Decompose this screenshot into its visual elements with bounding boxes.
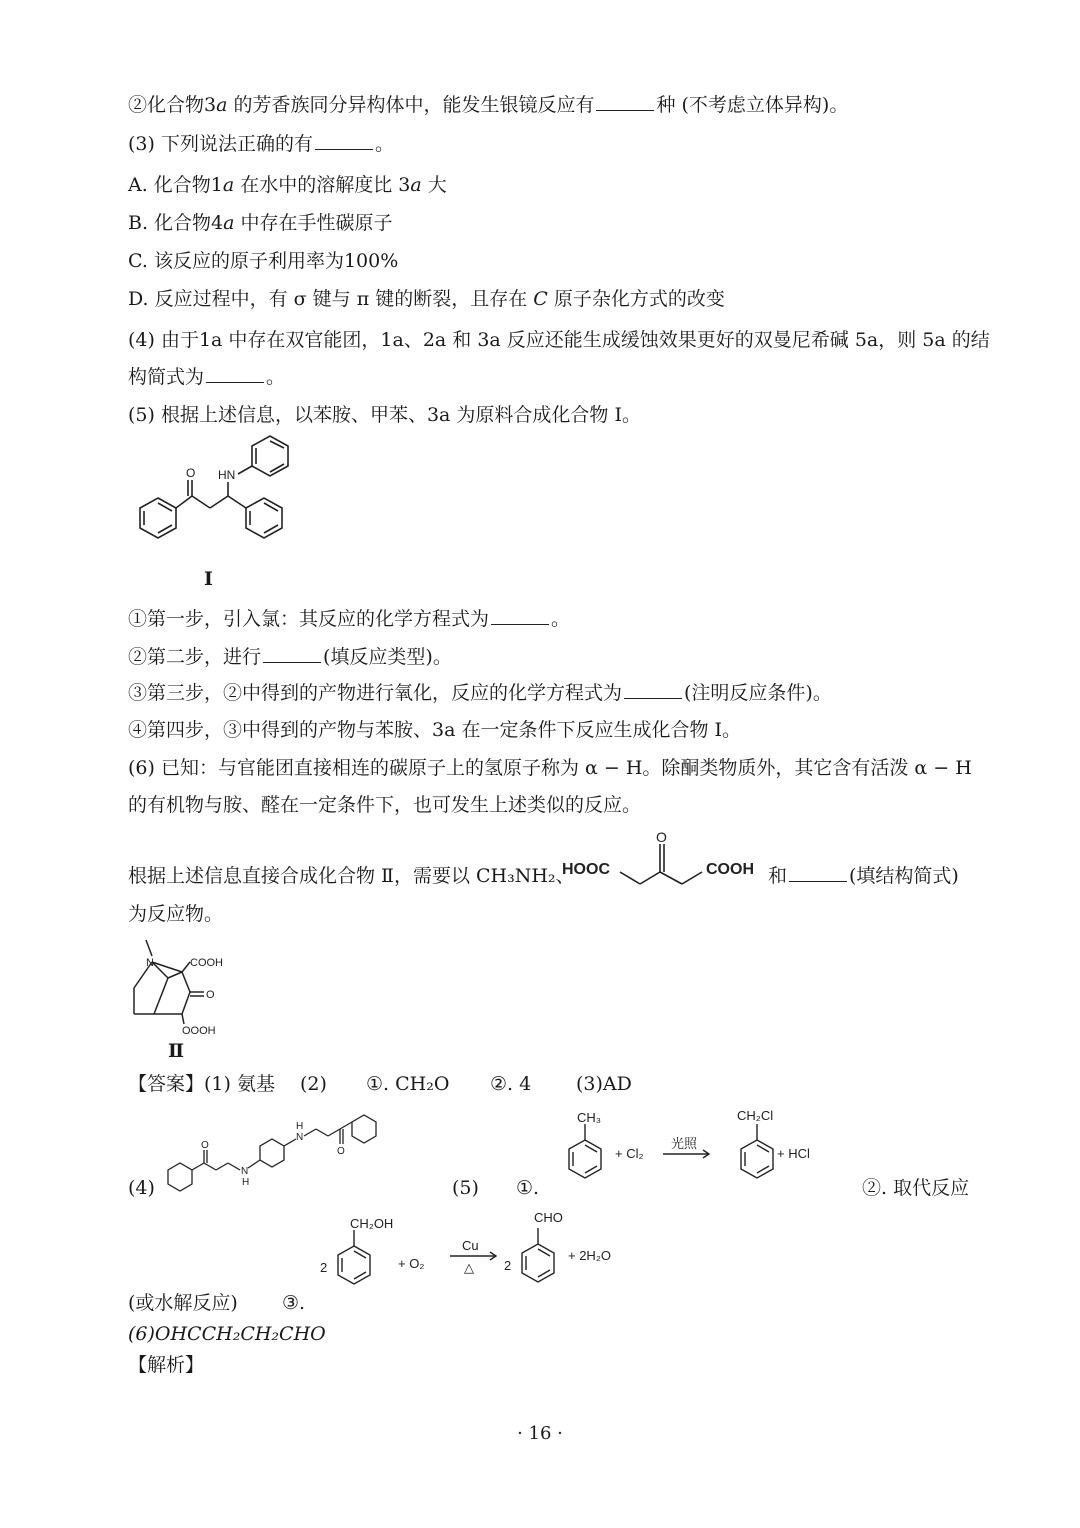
compound-ii-label: Ⅱ	[168, 1040, 185, 1062]
q6-line3-pre: 根据上述信息直接合成化合物 Ⅱ，需要以 CH₃NH₂、	[128, 865, 575, 887]
answer-blank	[263, 644, 321, 663]
answer-4-label: (4)	[128, 1177, 155, 1199]
text: ③第三步，②中得到的产物进行氧化，反应的化学方程式为	[128, 682, 623, 704]
oxygen-label: O	[201, 1140, 209, 1151]
cho-label: CHO	[534, 1210, 563, 1225]
q5-step4: ④第四步，③中得到的产物与苯胺、3a 在一定条件下反应生成化合物 Ⅰ。	[128, 719, 742, 741]
answer-5b-tail: (或水解反应)	[128, 1292, 238, 1314]
answer-3: (3)AD	[576, 1073, 632, 1095]
option-b	[128, 210, 393, 236]
cl2-label: + Cl₂	[615, 1146, 644, 1161]
compound-5a-structure	[158, 1108, 408, 1198]
q6-line2: 的有机物与胺、醛在一定条件下，也可发生上述类似的反应。	[128, 794, 642, 816]
question-line	[128, 131, 394, 157]
ch2oh-label: CH₂OH	[350, 1216, 394, 1231]
oxygen-label: O	[337, 1146, 345, 1157]
text: 中存在手性碳原子	[234, 212, 393, 234]
option-d	[128, 286, 725, 312]
light-condition: 光照	[671, 1136, 698, 1151]
nitrogen-label: N	[146, 957, 154, 969]
answer-5a-label: ①.	[516, 1177, 540, 1199]
text: (注明反应条件)。	[684, 682, 832, 704]
var: C	[533, 288, 548, 310]
text: (填结构简式)	[849, 865, 959, 887]
var: a	[410, 174, 422, 196]
answer-5-label: (5)	[452, 1177, 479, 1199]
var: a	[223, 212, 235, 234]
option-c	[128, 248, 398, 274]
q6-line1: (6) 已知：与官能团直接相连的碳原子上的氢原子称为 α − H。除酮类物质外，其它含有活泼 α − H	[128, 757, 972, 779]
answer-5c: ③.	[282, 1292, 306, 1314]
oxygen-label: O	[656, 829, 667, 845]
text: 大	[421, 174, 447, 196]
h2o-label: + 2H₂O	[568, 1248, 611, 1263]
text: 构简式为	[128, 366, 205, 388]
reaction-chlorination	[555, 1106, 835, 1196]
text: ①第一步，引入氯：其反应的化学方程式为	[128, 608, 490, 630]
q4-line1: (4) 由于1a 中存在双官能团，1a、2a 和 3a 反应还能生成缓蚀效果更好的双曼尼希碱 5a，则 5a 的结	[128, 329, 990, 351]
compound-ii-structure	[128, 938, 238, 1038]
text: 和	[768, 865, 788, 887]
hydrogen-label: H	[242, 1177, 250, 1188]
hydrogen-label: H	[296, 1121, 304, 1132]
nitrogen-label: N	[296, 1132, 304, 1143]
answer-head-line	[128, 1071, 275, 1097]
answer-blank	[491, 606, 549, 625]
question-line	[128, 92, 848, 118]
heat-condition: △	[464, 1260, 474, 1275]
reaction-oxidation	[318, 1208, 638, 1308]
hcl-label: + HCl	[777, 1146, 810, 1161]
text: (填反应类型)。	[323, 646, 452, 668]
cu-condition: Cu	[462, 1238, 479, 1253]
answer-blank	[206, 364, 264, 383]
answer-blank	[315, 131, 373, 150]
answer-blank	[624, 680, 682, 699]
acetonedicarboxylic-acid-structure	[560, 828, 770, 894]
answer-2b: ②. 4	[490, 1073, 532, 1095]
answer-2: (2)	[300, 1073, 327, 1095]
answer-2a: ①. CH₂O	[366, 1073, 450, 1095]
q5-step1	[128, 606, 570, 632]
cooh-top-label: COOH	[190, 957, 223, 969]
text: 【答案】(1) 氨基	[128, 1073, 275, 1095]
text: 原子杂化方式的改变	[547, 288, 725, 310]
text: ②化合物3	[128, 94, 217, 116]
nitrogen-label: N	[241, 1166, 249, 1177]
ch2cl-label: CH₂Cl	[737, 1108, 774, 1123]
cooh-bottom-label: OOOH	[182, 1025, 216, 1037]
option-a	[128, 172, 447, 198]
page-number: · 16 ·	[517, 1423, 563, 1444]
text: 。	[374, 133, 394, 155]
hooc-label: HOOC	[562, 861, 610, 878]
coefficient: 2	[504, 1258, 512, 1273]
var: a	[222, 174, 235, 196]
q5-step3	[128, 680, 832, 706]
text: B. 化合物4	[128, 212, 224, 234]
answer-5b: ②. 取代反应	[862, 1177, 970, 1199]
var: a	[216, 94, 228, 116]
text: A. 化合物1	[128, 174, 223, 196]
q5-step2	[128, 644, 452, 670]
q5-intro: (5) 根据上述信息，以苯胺、甲苯、3a 为原料合成化合物 Ⅰ。	[128, 404, 641, 426]
oxygen-label: O	[206, 989, 215, 1001]
ch3-label: CH₃	[577, 1110, 602, 1125]
compound-i-label: Ⅰ	[204, 568, 213, 590]
coefficient: 2	[320, 1260, 328, 1275]
answer-blank	[596, 92, 654, 111]
oxygen-label: O	[186, 466, 196, 480]
cooh-label: COOH	[706, 861, 754, 878]
text: ②第二步，进行	[128, 646, 262, 668]
text: (3) 下列说法正确的有	[128, 133, 313, 155]
o2-label: + O₂	[398, 1256, 425, 1271]
text: 。	[266, 366, 286, 388]
text: 。	[551, 608, 571, 630]
text: 的芳香族同分异构体中，能发生银镜反应有	[227, 94, 595, 116]
answer-6: (6)OHCCH₂CH₂CHO	[128, 1323, 326, 1345]
text: 在水中的溶解度比 3	[234, 174, 411, 196]
q6-line4: 为反应物。	[128, 903, 224, 925]
analysis-heading: 【解析】	[128, 1354, 205, 1376]
text: 种 (不考虑立体异构)。	[656, 94, 849, 116]
answer-blank	[789, 863, 847, 882]
q4-line2	[128, 364, 285, 390]
compound-i-structure	[128, 434, 298, 594]
text: D. 反应过程中，有 σ 键与 π 键的断裂，且存在	[128, 288, 534, 310]
text: C. 该反应的原子利用率为100%	[128, 250, 399, 272]
q6-line3-tail	[768, 863, 959, 889]
nh-label: HN	[218, 468, 236, 482]
